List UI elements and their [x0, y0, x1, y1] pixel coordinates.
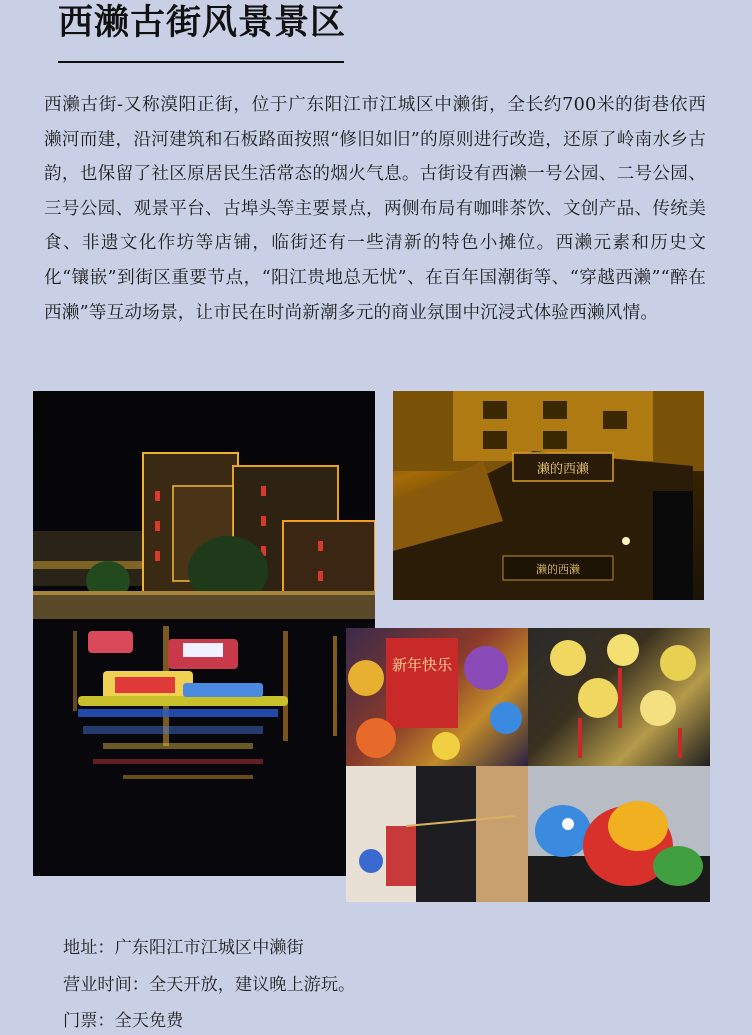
photo-lanterns-red-banner	[346, 628, 528, 766]
photo-people-with-lanterns	[346, 766, 528, 902]
storefront-sign-lower: 濑的西濑	[536, 563, 580, 576]
storefront-illustration	[393, 391, 704, 600]
rabbit-lanterns-illustration	[528, 628, 710, 766]
people-illustration	[346, 766, 528, 902]
lanterns-illustration	[346, 628, 528, 766]
night-river-illustration	[33, 391, 375, 876]
storefront-sign: 濑的西濑	[536, 462, 590, 477]
intro-paragraph: 西濑古街-又称漠阳正街，位于广东阳江市江城区中濑街，全长约700米的街巷依西濑河而建，沿河建筑和石板路面按照“修旧如旧”的原则进行改造，还原了岭南水乡古韵，也保留了社区原居民生活常态的烟火气息。古街设有西濑一号公园、二号公园、三号公园、观景平台、古埠头等主要景点，两侧布局有咖啡茶饮、文创产品、传统美食、非遗文化作坊等店铺，临街还有一些清新的特色小摊位。西濑元素和历史文化“镶嵌”到街区重要节点，“阳江贵地总无忧”、在百年国潮街等、“穿越西濑”“醉在西濑”等互动场景，让市民在时尚新潮多元的商业氛围中沉浸式体验西濑风情。	[44, 95, 706, 323]
photo-night-river	[33, 391, 375, 876]
title-underline	[58, 61, 344, 63]
photo-dragon-lantern	[528, 766, 710, 902]
photo-rabbit-lanterns	[528, 628, 710, 766]
opening-hours-text: 营业时间：全天开放，建议晚上游玩。	[63, 975, 356, 995]
address-text: 地址：广东阳江市江城区中濑街	[63, 938, 304, 958]
photo-golden-storefront	[393, 391, 704, 600]
dragon-lantern-illustration	[528, 766, 710, 902]
ticket-text: 门票：全天免费	[63, 1011, 184, 1031]
page-title: 西濑古街风景景区	[58, 2, 347, 43]
lantern-banner-text: 新年快乐	[391, 656, 453, 674]
